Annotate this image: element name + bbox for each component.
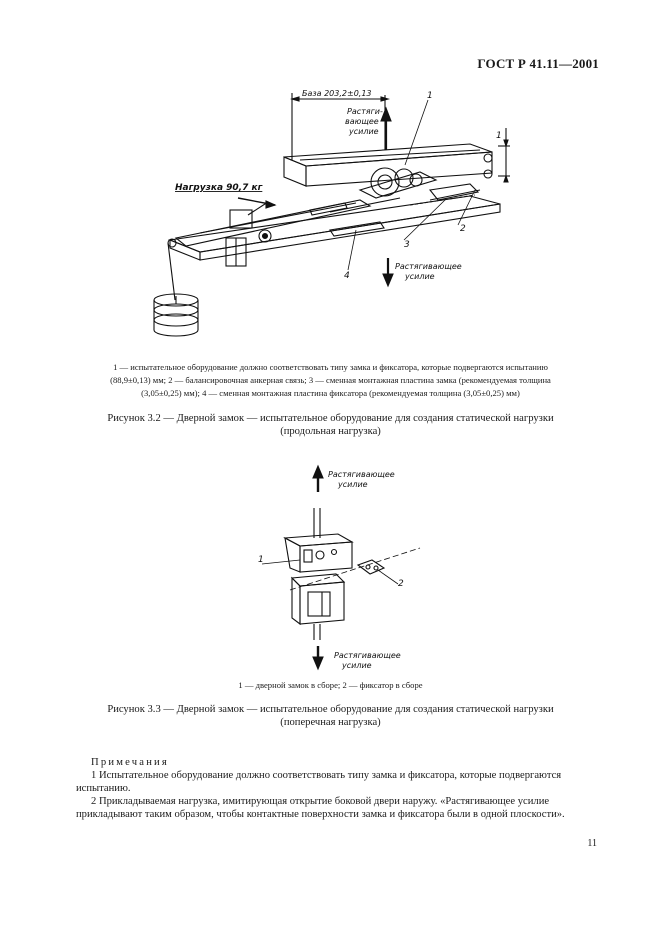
pull-bottom-label-1: Растягивающее — [334, 651, 401, 660]
note-2-line-2: прикладывают таким образом, чтобы контактные поверхности замка и фиксатора были в одной плоскости». — [76, 809, 565, 820]
figure-title-line: Рисунок 3.2 — Дверной замок — испытательное оборудование для создания статической нагрузки — [107, 413, 554, 424]
pull-top-label-2: вающее — [345, 117, 379, 126]
figure-3-2-drawing — [0, 0, 661, 340]
legend-line: 1 — испытательное оборудование должно соответствовать типу замка и фиксатора, которые подвергаются испытанию — [113, 362, 548, 372]
load-label: Нагрузка 90,7 кг — [175, 183, 263, 193]
figure-title-line: Рисунок 3.3 — Дверной замок — испытательное оборудование для создания статической нагрузки — [107, 704, 554, 715]
callout-1: 1 — [258, 555, 264, 565]
pull-top-label-2: усилие — [338, 480, 368, 489]
figure-title-line: (поперечная нагрузка) — [280, 717, 381, 728]
callout-4: 4 — [344, 271, 350, 281]
note-2-line-1: 2 Прикладываемая нагрузка, имитирующая открытие боковой двери наружу. «Растягивающее усилие — [91, 796, 550, 807]
callout-2: 2 — [460, 224, 466, 234]
pull-top-label-1: Растягивающее — [328, 470, 395, 479]
pull-top-label-1: Растяги- — [347, 107, 383, 116]
pull-top-label-3: усилие — [349, 127, 379, 136]
legend-line: (3,05±0,25) мм); 4 — сменная монтажная пластина фиксатора (рекомендуемая толщина (3,05±0,25) мм) — [141, 388, 520, 398]
callout-1-top: 1 — [427, 91, 433, 101]
callout-2: 2 — [398, 579, 404, 589]
pull-bottom-label-2: усилие — [342, 661, 372, 670]
figure-3-2-legend — [60, 361, 601, 400]
page-number: 11 — [587, 838, 597, 849]
figure-3-3-title — [40, 703, 621, 729]
note-1-line-2: испытанию. — [76, 783, 131, 794]
document-header: ГОСТ Р 41.11—2001 — [477, 56, 599, 71]
pull-bottom-label-2: усилие — [405, 272, 435, 281]
legend-line: (88,9±0,13) мм; 2 — балансировочная анкерная связь; 3 — сменная монтажная пластина замка (рекомендуемая толщина — [110, 375, 551, 385]
figure-3-2-title — [40, 412, 621, 438]
figure-3-3-legend: 1 — дверной замок в сборе; 2 — фиксатор в сборе — [238, 680, 423, 690]
figure-title-line: (продольная нагрузка) — [280, 426, 381, 437]
notes-section — [76, 756, 597, 821]
figure-3-3-drawing — [0, 460, 661, 675]
base-dimension-label: База 203,2±0,13 — [302, 89, 372, 98]
notes-title: Примечания — [91, 757, 169, 768]
callout-1-right: 1 — [496, 131, 502, 141]
callout-3: 3 — [404, 240, 410, 250]
note-1-line-1: 1 Испытательное оборудование должно соответствовать типу замка и фиксатора, которые подвергаются — [91, 770, 562, 781]
pull-bottom-label-1: Растягивающее — [395, 262, 462, 271]
